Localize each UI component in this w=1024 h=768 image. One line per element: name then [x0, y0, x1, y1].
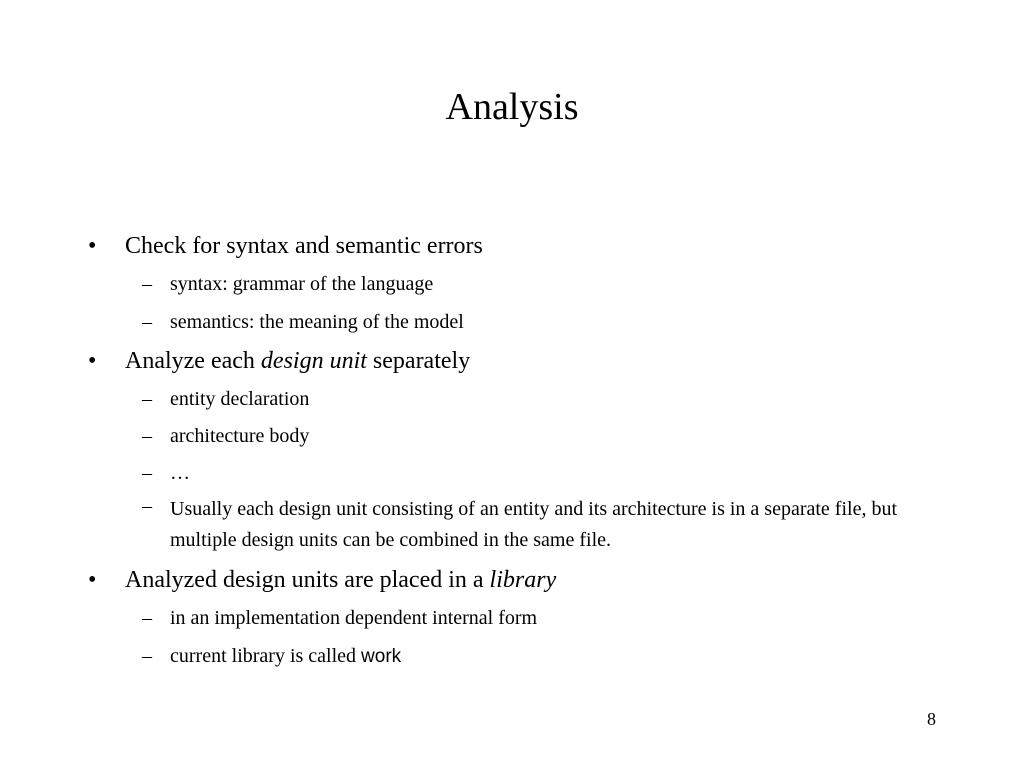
- subitem-text: semantics: the meaning of the model: [170, 311, 464, 333]
- bullet-text-prefix: Analyze each: [125, 348, 261, 374]
- dash-icon: –: [142, 607, 152, 629]
- bullet-text-emphasis: design unit: [260, 348, 367, 374]
- dash-icon: –: [142, 495, 152, 517]
- subitem-text: [170, 644, 401, 669]
- bullet-text-suffix: separately: [366, 348, 471, 374]
- page-number: 8: [927, 709, 936, 729]
- subitem-text: syntax: grammar of the language: [170, 273, 434, 295]
- bullet-icon: •: [88, 567, 97, 593]
- bullet-icon: •: [88, 348, 97, 374]
- subitem-text: entity declaration: [170, 388, 310, 410]
- bullet-text: [125, 566, 556, 594]
- bullet-text: Check for syntax and semantic errors: [125, 233, 483, 259]
- bullet-text-emphasis: library: [489, 567, 557, 593]
- subitem-text: in an implementation dependent internal form: [170, 607, 538, 629]
- dash-icon: –: [142, 388, 152, 410]
- bullet-icon: •: [88, 233, 97, 259]
- dash-icon: –: [142, 645, 152, 667]
- subitem-text-prefix: current library is called: [170, 645, 362, 667]
- dash-icon: –: [142, 273, 152, 295]
- dash-icon: –: [142, 462, 152, 484]
- subitem-text: architecture body: [170, 425, 310, 447]
- subitem-text: …: [170, 462, 190, 484]
- dash-icon: –: [142, 311, 152, 333]
- dash-icon: –: [142, 425, 152, 447]
- slide-title: Analysis: [445, 86, 579, 128]
- bullet-text: [125, 347, 470, 375]
- subitem-text: Usually each design unit consisting of an entity and its architecture is in a separate file, but multiple design units can be combined in the same file.: [170, 498, 898, 551]
- bullet-text-prefix: Analyzed design units are placed in a: [125, 567, 490, 593]
- library-name-code: work: [361, 646, 402, 667]
